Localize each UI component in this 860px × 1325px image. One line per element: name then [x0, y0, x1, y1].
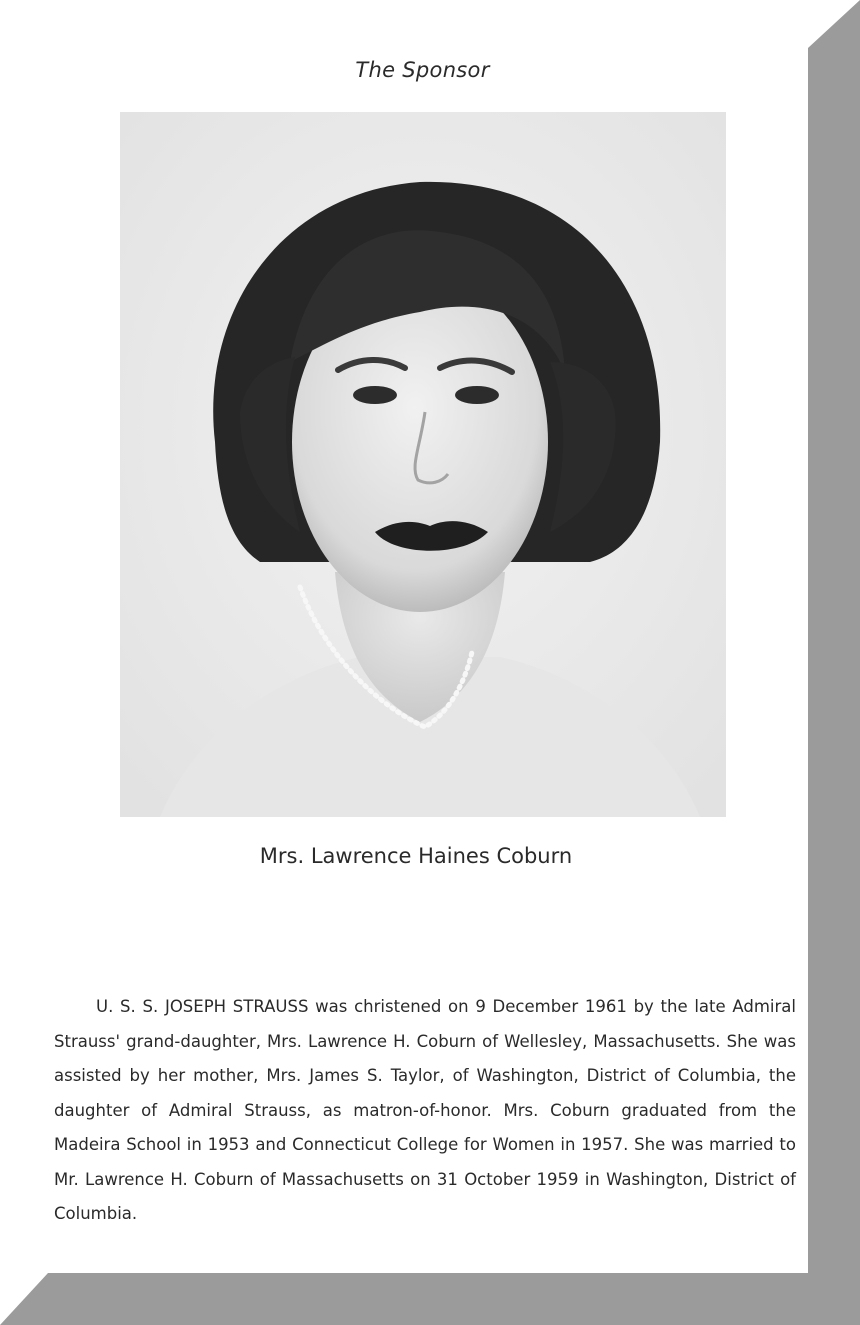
- body-paragraph: U. S. S. JOSEPH STRAUSS was christened on 9 December 1961 by the late Admiral Strauss' grand-daughter, Mrs. Lawrence H. Coburn of Wellesley, Massachusetts. She was assisted by her mother, Mrs. James S. Taylor, of Washington, District of Columbia, the daughter of Admiral Strauss, as matron-of-honor. Mrs. Coburn graduated from the Madeira School in 1953 and Connecticut College for Women in 1957. She was married to Mr. Lawrence H. Coburn of Massachusetts on 31 October 1959 in Washington, District of Columbia.: [54, 997, 796, 1223]
- page-shadow-right: [808, 0, 860, 1325]
- page-heading: The Sponsor: [355, 58, 490, 82]
- page-shadow-bottom: [0, 1273, 860, 1325]
- portrait-caption: Mrs. Lawrence Haines Coburn: [259, 844, 573, 868]
- sponsor-portrait: [120, 112, 726, 817]
